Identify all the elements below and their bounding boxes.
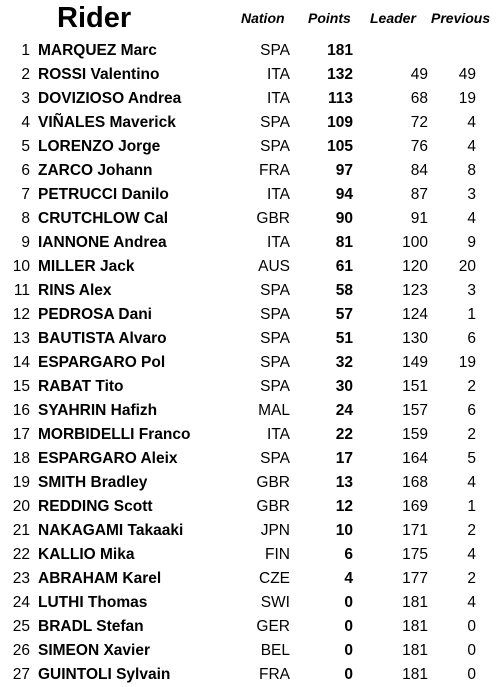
gap-to-previous-cell: 5 xyxy=(467,450,476,467)
table-row xyxy=(0,135,502,159)
points-cell: 22 xyxy=(335,426,353,443)
gap-to-leader-cell: 120 xyxy=(402,258,428,275)
gap-to-leader-cell: 181 xyxy=(402,594,428,611)
position-cell: 5 xyxy=(21,138,30,155)
gap-to-leader-cell: 72 xyxy=(410,114,428,131)
position-cell: 12 xyxy=(12,306,30,323)
points-cell: 30 xyxy=(335,378,353,395)
nation-cell: ITA xyxy=(267,66,290,83)
rider-name-cell: MARQUEZ Marc xyxy=(38,42,157,59)
gap-to-previous-cell: 4 xyxy=(467,138,476,155)
rider-name-cell: CRUTCHLOW Cal xyxy=(38,210,169,227)
nation-cell: FIN xyxy=(265,546,290,563)
gap-to-leader-cell: 123 xyxy=(402,282,428,299)
gap-to-leader-cell: 68 xyxy=(410,90,428,107)
nation-cell: SPA xyxy=(260,282,290,299)
gap-to-leader-cell: 159 xyxy=(402,426,428,443)
table-row xyxy=(0,471,502,495)
rider-name-cell: SYAHRIN Hafizh xyxy=(38,402,158,419)
points-cell: 132 xyxy=(327,66,353,83)
rider-column-title: Rider xyxy=(57,2,132,34)
position-cell: 19 xyxy=(12,474,30,491)
nation-cell: ITA xyxy=(267,426,290,443)
nation-cell: ITA xyxy=(267,90,290,107)
rider-name-cell: GUINTOLI Sylvain xyxy=(38,666,171,683)
table-row xyxy=(0,63,502,87)
table-row xyxy=(0,567,502,591)
gap-to-previous-cell: 20 xyxy=(458,258,476,275)
rider-name-cell: BAUTISTA Alvaro xyxy=(38,330,167,347)
points-cell: 13 xyxy=(335,474,353,491)
gap-to-leader-cell: 168 xyxy=(402,474,428,491)
points-cell: 10 xyxy=(335,522,353,539)
position-cell: 6 xyxy=(21,162,30,179)
points-cell: 32 xyxy=(335,354,353,371)
table-row xyxy=(0,303,502,327)
position-cell: 13 xyxy=(12,330,30,347)
gap-to-leader-cell: 175 xyxy=(402,546,428,563)
points-cell: 57 xyxy=(335,306,353,323)
nation-cell: AUS xyxy=(258,258,290,275)
nation-cell: SPA xyxy=(260,42,290,59)
gap-to-previous-cell: 4 xyxy=(467,546,476,563)
points-cell: 58 xyxy=(335,282,353,299)
position-cell: 14 xyxy=(12,354,30,371)
position-cell: 10 xyxy=(12,258,30,275)
points-cell: 17 xyxy=(335,450,353,467)
position-cell: 8 xyxy=(21,210,30,227)
gap-to-previous-cell: 4 xyxy=(467,114,476,131)
table-row xyxy=(0,447,502,471)
nation-cell: SPA xyxy=(260,378,290,395)
nation-cell: GER xyxy=(256,618,290,635)
rider-name-cell: IANNONE Andrea xyxy=(38,234,167,251)
gap-to-previous-cell: 3 xyxy=(467,186,476,203)
table-row xyxy=(0,207,502,231)
gap-to-leader-cell: 169 xyxy=(402,498,428,515)
gap-to-previous-cell: 19 xyxy=(458,354,476,371)
table-row xyxy=(0,183,502,207)
position-cell: 9 xyxy=(21,234,30,251)
nation-cell: SPA xyxy=(260,114,290,131)
points-cell: 0 xyxy=(344,666,353,683)
gap-to-previous-cell: 8 xyxy=(467,162,476,179)
position-cell: 26 xyxy=(12,642,30,659)
rider-name-cell: ESPARGARO Pol xyxy=(38,354,166,371)
points-cell: 181 xyxy=(327,42,353,59)
gap-to-leader-cell: 124 xyxy=(402,306,428,323)
points-cell: 0 xyxy=(344,618,353,635)
rider-name-cell: ESPARGARO Aleix xyxy=(38,450,178,467)
nation-cell: GBR xyxy=(256,210,290,227)
gap-to-previous-cell: 0 xyxy=(467,618,476,635)
gap-to-leader-cell: 100 xyxy=(402,234,428,251)
nation-column-header: Nation xyxy=(241,10,285,26)
gap-to-leader-cell: 84 xyxy=(410,162,428,179)
gap-to-previous-cell: 3 xyxy=(467,282,476,299)
nation-cell: SWI xyxy=(260,594,290,611)
position-cell: 27 xyxy=(12,666,30,683)
rider-name-cell: REDDING Scott xyxy=(38,498,153,515)
nation-cell: CZE xyxy=(259,570,290,587)
table-row xyxy=(0,351,502,375)
gap-to-previous-cell: 2 xyxy=(467,378,476,395)
nation-cell: SPA xyxy=(260,354,290,371)
gap-to-previous-cell: 4 xyxy=(467,474,476,491)
table-row xyxy=(0,327,502,351)
rider-name-cell: ZARCO Johann xyxy=(38,162,153,179)
gap-to-leader-cell: 181 xyxy=(402,642,428,659)
rider-name-cell: NAKAGAMI Takaaki xyxy=(38,522,184,539)
gap-to-previous-cell: 2 xyxy=(467,522,476,539)
previous-column-header: Previous xyxy=(431,10,491,26)
nation-cell: FRA xyxy=(259,162,290,179)
rider-name-cell: KALLIO Mika xyxy=(38,546,135,563)
points-cell: 109 xyxy=(327,114,353,131)
nation-cell: GBR xyxy=(256,498,290,515)
table-row xyxy=(0,159,502,183)
rider-name-cell: RINS Alex xyxy=(38,282,112,299)
gap-to-previous-cell: 1 xyxy=(467,498,476,515)
rider-name-cell: RABAT Tito xyxy=(38,378,124,395)
table-row xyxy=(0,543,502,567)
points-cell: 12 xyxy=(335,498,353,515)
gap-to-leader-cell: 49 xyxy=(410,66,428,83)
position-cell: 24 xyxy=(12,594,30,611)
rider-name-cell: SMITH Bradley xyxy=(38,474,148,491)
table-row xyxy=(0,279,502,303)
position-cell: 15 xyxy=(12,378,30,395)
gap-to-leader-cell: 181 xyxy=(402,618,428,635)
nation-cell: ITA xyxy=(267,186,290,203)
gap-to-previous-cell: 6 xyxy=(467,402,476,419)
rider-name-cell: DOVIZIOSO Andrea xyxy=(38,90,182,107)
points-cell: 4 xyxy=(344,570,353,587)
table-row xyxy=(0,231,502,255)
position-cell: 20 xyxy=(12,498,30,515)
rider-name-cell: ROSSI Valentino xyxy=(38,66,160,83)
gap-to-leader-cell: 177 xyxy=(402,570,428,587)
position-cell: 17 xyxy=(12,426,30,443)
points-cell: 81 xyxy=(335,234,353,251)
table-row xyxy=(0,591,502,615)
nation-cell: SPA xyxy=(260,450,290,467)
gap-to-leader-cell: 149 xyxy=(402,354,428,371)
gap-to-previous-cell: 0 xyxy=(467,642,476,659)
gap-to-leader-cell: 130 xyxy=(402,330,428,347)
gap-to-previous-cell: 2 xyxy=(467,570,476,587)
rider-name-cell: PETRUCCI Danilo xyxy=(38,186,169,203)
rider-name-cell: ABRAHAM Karel xyxy=(38,570,162,587)
position-cell: 3 xyxy=(21,90,30,107)
table-row xyxy=(0,87,502,111)
table-row xyxy=(0,111,502,135)
position-cell: 4 xyxy=(21,114,30,131)
rider-name-cell: BRADL Stefan xyxy=(38,618,144,635)
points-cell: 61 xyxy=(335,258,353,275)
points-column-header: Points xyxy=(308,10,351,26)
table-row xyxy=(0,255,502,279)
gap-to-previous-cell: 4 xyxy=(467,594,476,611)
points-cell: 24 xyxy=(335,402,353,419)
standings-table xyxy=(0,39,502,687)
gap-to-previous-cell: 4 xyxy=(467,210,476,227)
position-cell: 2 xyxy=(21,66,30,83)
gap-to-leader-cell: 151 xyxy=(402,378,428,395)
gap-to-previous-cell: 1 xyxy=(467,306,476,323)
points-cell: 94 xyxy=(335,186,353,203)
gap-to-leader-cell: 157 xyxy=(402,402,428,419)
table-row xyxy=(0,423,502,447)
nation-cell: GBR xyxy=(256,474,290,491)
position-cell: 7 xyxy=(21,186,30,203)
gap-to-leader-cell: 164 xyxy=(402,450,428,467)
gap-to-previous-cell: 2 xyxy=(467,426,476,443)
table-row xyxy=(0,39,502,63)
rider-name-cell: LUTHI Thomas xyxy=(38,594,148,611)
points-cell: 0 xyxy=(344,642,353,659)
leader-column-header: Leader xyxy=(370,10,416,26)
points-cell: 90 xyxy=(335,210,353,227)
rider-name-cell: VIÑALES Maverick xyxy=(38,114,176,131)
position-cell: 11 xyxy=(13,282,30,299)
table-row xyxy=(0,639,502,663)
rider-name-cell: LORENZO Jorge xyxy=(38,138,161,155)
nation-cell: ITA xyxy=(267,234,290,251)
gap-to-previous-cell: 49 xyxy=(458,66,476,83)
position-cell: 25 xyxy=(12,618,30,635)
points-cell: 113 xyxy=(327,90,353,107)
position-cell: 23 xyxy=(12,570,30,587)
points-cell: 6 xyxy=(344,546,353,563)
position-cell: 1 xyxy=(21,42,30,59)
gap-to-previous-cell: 19 xyxy=(458,90,476,107)
table-row xyxy=(0,663,502,687)
table-row xyxy=(0,375,502,399)
gap-to-leader-cell: 181 xyxy=(402,666,428,683)
nation-cell: SPA xyxy=(260,138,290,155)
table-row xyxy=(0,615,502,639)
gap-to-previous-cell: 6 xyxy=(467,330,476,347)
gap-to-leader-cell: 87 xyxy=(410,186,428,203)
gap-to-leader-cell: 91 xyxy=(410,210,428,227)
position-cell: 21 xyxy=(12,522,30,539)
position-cell: 18 xyxy=(12,450,30,467)
points-cell: 105 xyxy=(327,138,353,155)
rider-name-cell: PEDROSA Dani xyxy=(38,306,152,323)
nation-cell: SPA xyxy=(260,330,290,347)
position-cell: 22 xyxy=(12,546,30,563)
nation-cell: FRA xyxy=(259,666,290,683)
gap-to-previous-cell: 9 xyxy=(467,234,476,251)
points-cell: 97 xyxy=(335,162,353,179)
rider-name-cell: MILLER Jack xyxy=(38,258,135,275)
table-row xyxy=(0,399,502,423)
gap-to-leader-cell: 171 xyxy=(402,522,428,539)
position-cell: 16 xyxy=(12,402,30,419)
nation-cell: MAL xyxy=(258,402,290,419)
nation-cell: JPN xyxy=(260,522,290,539)
table-row xyxy=(0,519,502,543)
nation-cell: SPA xyxy=(260,306,290,323)
gap-to-previous-cell: 0 xyxy=(467,666,476,683)
gap-to-leader-cell: 76 xyxy=(410,138,428,155)
nation-cell: BEL xyxy=(260,642,290,659)
table-row xyxy=(0,495,502,519)
standings-header xyxy=(0,0,502,36)
rider-name-cell: SIMEON Xavier xyxy=(38,642,150,659)
points-cell: 51 xyxy=(335,330,353,347)
rider-name-cell: MORBIDELLI Franco xyxy=(38,426,191,443)
points-cell: 0 xyxy=(344,594,353,611)
